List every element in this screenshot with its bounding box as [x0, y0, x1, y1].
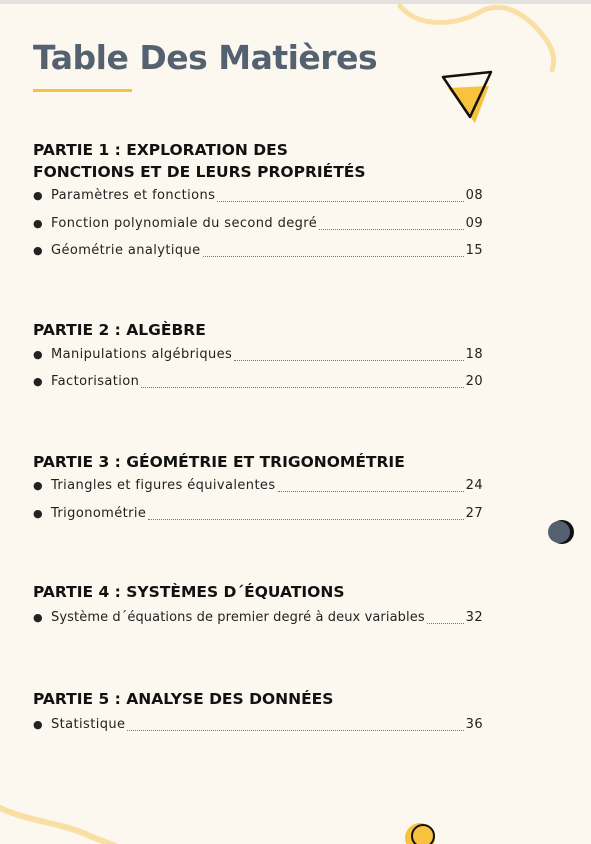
- dot-leader: [148, 518, 463, 520]
- dot-leader: [278, 490, 464, 492]
- entry-label: Trigonométrie: [51, 506, 147, 521]
- entry-page-number: 27: [465, 506, 483, 521]
- bullet-icon: ●: [33, 244, 43, 257]
- entry-page-number: 15: [465, 243, 483, 258]
- toc-entry[interactable]: [33, 243, 483, 261]
- bullet-icon: ●: [33, 611, 43, 624]
- entry-page-number: 24: [465, 478, 483, 493]
- part-4-title: [33, 581, 345, 603]
- dot-leader: [234, 359, 463, 361]
- triangle-decoration: [443, 72, 491, 123]
- bullet-icon: ●: [33, 348, 43, 361]
- toc-entry[interactable]: [33, 506, 483, 524]
- toc-entry[interactable]: [33, 216, 483, 234]
- part-1-title-line2: FONCTIONS ET DE LEURS PROPRIÉTÉS: [33, 163, 366, 181]
- entry-label: Statistique: [51, 717, 126, 732]
- entry-label: Système d´équations de premier degré à deux variables: [51, 610, 425, 625]
- entry-page-number: 18: [465, 347, 483, 362]
- entry-label: Géométrie analytique: [51, 243, 201, 258]
- squiggle-line-decoration-bottom: [0, 808, 116, 844]
- entry-label: Triangles et figures équivalentes: [51, 478, 276, 493]
- part-5-title-line1: PARTIE 5 : ANALYSE DES DONNÉES: [33, 690, 334, 708]
- part-1-title-line1: PARTIE 1 : EXPLORATION DES: [33, 141, 288, 159]
- toc-entry[interactable]: [33, 347, 483, 365]
- part-1-title: [33, 139, 366, 183]
- toc-entry[interactable]: [33, 374, 483, 392]
- entry-label: Factorisation: [51, 374, 140, 389]
- title-underline: [33, 89, 132, 92]
- dot-leader: [203, 255, 464, 257]
- part-3-title-line1: PARTIE 3 : GÉOMÉTRIE ET TRIGONOMÉTRIE: [33, 453, 405, 471]
- part-5-title: [33, 688, 333, 710]
- part-4-title-line1: PARTIE 4 : SYSTÈMES D´ÉQUATIONS: [33, 583, 345, 601]
- dot-leader: [127, 729, 463, 731]
- entry-label: Paramètres et fonctions: [51, 188, 216, 203]
- part-2-title-line1: PARTIE 2 : ALGÈBRE: [33, 321, 206, 339]
- entry-page-number: 32: [465, 610, 483, 625]
- bullet-icon: ●: [33, 217, 43, 230]
- entry-page-number: 09: [465, 216, 483, 231]
- toc-entry[interactable]: [33, 717, 483, 735]
- bullet-icon: ●: [33, 718, 43, 731]
- moon-icon: [548, 520, 574, 544]
- dot-leader: [217, 200, 463, 202]
- squiggle-line-decoration: [400, 6, 554, 70]
- dot-leader: [141, 386, 463, 388]
- bullet-icon: ●: [33, 189, 43, 202]
- circle-decoration: [405, 823, 435, 844]
- entry-page-number: 20: [465, 374, 483, 389]
- entry-label: Fonction polynomiale du second degré: [51, 216, 318, 231]
- part-2-title: [33, 319, 206, 341]
- toc-entry[interactable]: [33, 478, 483, 496]
- toc-entry[interactable]: [33, 610, 483, 628]
- bullet-icon: ●: [33, 375, 43, 388]
- part-3-title: [33, 451, 405, 473]
- entry-page-number: 36: [465, 717, 483, 732]
- dot-leader: [427, 622, 464, 624]
- entry-page-number: 08: [465, 188, 483, 203]
- dot-leader: [319, 228, 464, 230]
- entry-label: Manipulations algébriques: [51, 347, 233, 362]
- toc-entry[interactable]: [33, 188, 483, 206]
- page-title: Table Des Matières: [33, 38, 378, 77]
- bullet-icon: ●: [33, 507, 43, 520]
- bullet-icon: ●: [33, 479, 43, 492]
